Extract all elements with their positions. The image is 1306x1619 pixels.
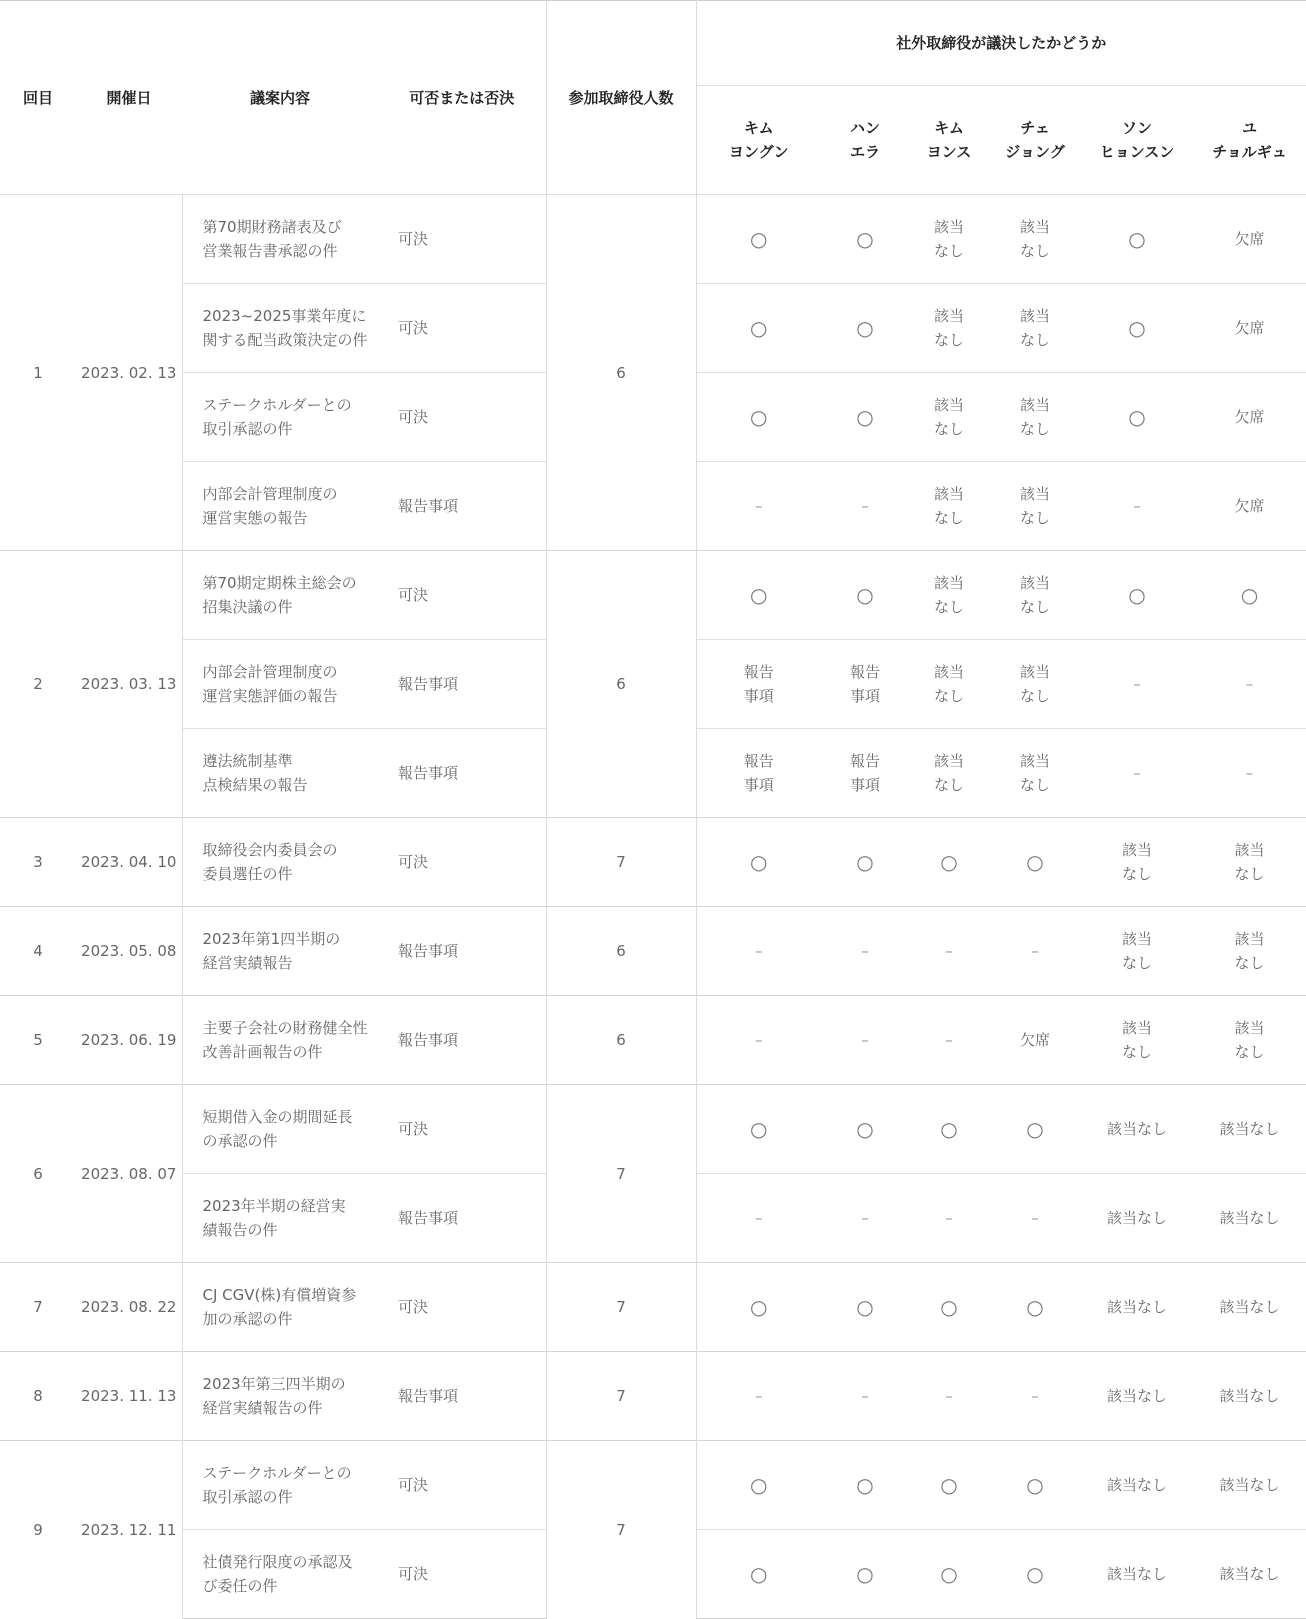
vote-cell: –: [696, 996, 821, 1085]
vote-cell: ○: [696, 1441, 821, 1530]
vote-cell: ○: [696, 551, 821, 640]
result-cell: 可決: [378, 195, 546, 284]
result-cell: 報告事項: [378, 907, 546, 996]
agenda-cell: 2023~2025事業年度に 関する配当政策決定の件: [182, 284, 378, 373]
vote-cell: 報告 事項: [821, 729, 909, 818]
table-row: [0, 195, 1306, 284]
vote-cell: –: [909, 907, 989, 996]
table-row: [0, 1085, 1306, 1174]
result-cell: 報告事項: [378, 729, 546, 818]
vote-cell: 該当なし: [1193, 1085, 1306, 1174]
round-cell: 8: [0, 1352, 76, 1441]
vote-cell: 該当なし: [1193, 1174, 1306, 1263]
vote-cell: 欠席: [1193, 284, 1306, 373]
agenda-cell: 内部会計管理制度の 運営実態の報告: [182, 462, 378, 551]
result-cell: 可決: [378, 818, 546, 907]
vote-cell: 該当 なし: [1193, 818, 1306, 907]
vote-cell: 該当なし: [1081, 1085, 1193, 1174]
header-date: 開催日: [76, 1, 182, 195]
header-result: 可否または否決: [378, 1, 546, 195]
vote-cell: ○: [821, 1085, 909, 1174]
vote-cell: –: [696, 1352, 821, 1441]
vote-cell: –: [909, 1174, 989, 1263]
round-cell: 3: [0, 818, 76, 907]
vote-cell: ○: [696, 1530, 821, 1619]
vote-cell: –: [989, 1352, 1081, 1441]
agenda-cell: 2023年第三四半期の 経営実績報告の件: [182, 1352, 378, 1441]
vote-cell: ○: [821, 284, 909, 373]
vote-cell: 該当なし: [1081, 1174, 1193, 1263]
vote-cell: –: [909, 1352, 989, 1441]
vote-cell: ○: [821, 1263, 909, 1352]
date-cell: 2023. 08. 22: [76, 1263, 182, 1352]
agenda-cell: CJ CGV(株)有償増資参 加の承認の件: [182, 1263, 378, 1352]
table-row: [0, 818, 1306, 907]
date-cell: 2023. 03. 13: [76, 551, 182, 818]
result-cell: 報告事項: [378, 640, 546, 729]
agenda-cell: 2023年第1四半期の 経営実績報告: [182, 907, 378, 996]
attendees-cell: 6: [546, 551, 696, 818]
vote-cell: ○: [909, 818, 989, 907]
vote-cell: 報告 事項: [696, 729, 821, 818]
vote-cell: 該当 なし: [909, 729, 989, 818]
table-row: [0, 907, 1306, 996]
vote-cell: 該当 なし: [909, 640, 989, 729]
attendees-cell: 7: [546, 1441, 696, 1619]
vote-cell: ○: [821, 551, 909, 640]
header-director-2: ハン エラ: [821, 86, 909, 195]
vote-cell: 欠席: [1193, 462, 1306, 551]
result-cell: 可決: [378, 1085, 546, 1174]
vote-cell: ○: [821, 195, 909, 284]
vote-cell: –: [696, 462, 821, 551]
attendees-cell: 7: [546, 818, 696, 907]
vote-cell: 報告 事項: [821, 640, 909, 729]
vote-cell: ○: [821, 373, 909, 462]
vote-cell: ○: [696, 373, 821, 462]
table-row: [0, 1441, 1306, 1530]
vote-cell: ○: [696, 1085, 821, 1174]
vote-cell: ○: [696, 195, 821, 284]
table-row: [0, 551, 1306, 640]
vote-cell: 該当 なし: [909, 373, 989, 462]
result-cell: 可決: [378, 1263, 546, 1352]
round-cell: 6: [0, 1085, 76, 1263]
vote-cell: 該当なし: [1193, 1263, 1306, 1352]
vote-cell: 該当 なし: [1081, 907, 1193, 996]
vote-cell: ○: [821, 818, 909, 907]
result-cell: 報告事項: [378, 462, 546, 551]
vote-cell: 該当 なし: [989, 373, 1081, 462]
result-cell: 可決: [378, 373, 546, 462]
vote-cell: 該当 なし: [1193, 907, 1306, 996]
header-attendees: 参加取締役人数: [546, 1, 696, 195]
vote-cell: ○: [909, 1263, 989, 1352]
attendees-cell: 7: [546, 1263, 696, 1352]
vote-cell: –: [821, 462, 909, 551]
vote-cell: 該当 なし: [909, 551, 989, 640]
agenda-cell: 第70期定期株主総会の 招集決議の件: [182, 551, 378, 640]
vote-cell: ○: [909, 1530, 989, 1619]
attendees-cell: 6: [546, 195, 696, 551]
result-cell: 報告事項: [378, 996, 546, 1085]
vote-cell: –: [821, 1174, 909, 1263]
vote-cell: 該当 なし: [909, 195, 989, 284]
vote-cell: –: [1081, 729, 1193, 818]
vote-cell: –: [821, 1352, 909, 1441]
vote-cell: ○: [989, 1085, 1081, 1174]
result-cell: 可決: [378, 551, 546, 640]
header-director-3: キム ヨンス: [909, 86, 989, 195]
vote-cell: –: [989, 907, 1081, 996]
vote-cell: 報告 事項: [696, 640, 821, 729]
date-cell: 2023. 02. 13: [76, 195, 182, 551]
vote-cell: 該当 なし: [1081, 996, 1193, 1085]
vote-cell: –: [821, 996, 909, 1085]
agenda-cell: 第70期財務諸表及び 営業報告書承認の件: [182, 195, 378, 284]
vote-cell: ○: [989, 1530, 1081, 1619]
vote-cell: 該当 なし: [989, 729, 1081, 818]
header-round: 回目: [0, 1, 76, 195]
vote-cell: 該当なし: [1193, 1530, 1306, 1619]
vote-cell: ○: [696, 818, 821, 907]
result-cell: 可決: [378, 1441, 546, 1530]
vote-cell: ○: [909, 1441, 989, 1530]
agenda-cell: ステークホルダーとの 取引承認の件: [182, 373, 378, 462]
date-cell: 2023. 05. 08: [76, 907, 182, 996]
date-cell: 2023. 06. 19: [76, 996, 182, 1085]
agenda-cell: 取締役会内委員会の 委員選任の件: [182, 818, 378, 907]
header-director-5: ソン ヒョンスン: [1081, 86, 1193, 195]
result-cell: 報告事項: [378, 1174, 546, 1263]
agenda-cell: 主要子会社の財務健全性 改善計画報告の件: [182, 996, 378, 1085]
round-cell: 1: [0, 195, 76, 551]
vote-cell: 該当 なし: [989, 284, 1081, 373]
vote-cell: 欠席: [1193, 195, 1306, 284]
agenda-cell: 内部会計管理制度の 運営実態評価の報告: [182, 640, 378, 729]
vote-cell: 該当 なし: [1193, 996, 1306, 1085]
vote-cell: –: [1081, 462, 1193, 551]
round-cell: 4: [0, 907, 76, 996]
agenda-cell: 社債発行限度の承認及 び委任の件: [182, 1530, 378, 1619]
vote-cell: –: [821, 907, 909, 996]
vote-cell: –: [909, 996, 989, 1085]
vote-cell: ○: [1081, 551, 1193, 640]
vote-cell: 欠席: [989, 996, 1081, 1085]
vote-cell: ○: [696, 284, 821, 373]
result-cell: 報告事項: [378, 1352, 546, 1441]
result-cell: 可決: [378, 284, 546, 373]
agenda-cell: 短期借入金の期間延長 の承認の件: [182, 1085, 378, 1174]
vote-cell: –: [1193, 640, 1306, 729]
table-row: [0, 1263, 1306, 1352]
attendees-cell: 7: [546, 1085, 696, 1263]
vote-cell: ○: [989, 818, 1081, 907]
round-cell: 5: [0, 996, 76, 1085]
vote-cell: ○: [821, 1530, 909, 1619]
vote-cell: –: [1081, 640, 1193, 729]
vote-cell: –: [696, 1174, 821, 1263]
table-row: [0, 996, 1306, 1085]
date-cell: 2023. 11. 13: [76, 1352, 182, 1441]
agenda-cell: 2023年半期の経営実 績報告の件: [182, 1174, 378, 1263]
round-cell: 9: [0, 1441, 76, 1619]
vote-cell: 該当 なし: [989, 551, 1081, 640]
vote-cell: 該当 なし: [989, 195, 1081, 284]
agenda-cell: 遵法統制基準 点検結果の報告: [182, 729, 378, 818]
vote-cell: 該当 なし: [989, 640, 1081, 729]
round-cell: 2: [0, 551, 76, 818]
vote-cell: 該当 なし: [909, 462, 989, 551]
vote-cell: ○: [909, 1085, 989, 1174]
vote-cell: –: [989, 1174, 1081, 1263]
vote-cell: 該当 なし: [909, 284, 989, 373]
date-cell: 2023. 08. 07: [76, 1085, 182, 1263]
vote-cell: 該当なし: [1081, 1263, 1193, 1352]
round-cell: 7: [0, 1263, 76, 1352]
agenda-cell: ステークホルダーとの 取引承認の件: [182, 1441, 378, 1530]
vote-cell: ○: [821, 1441, 909, 1530]
vote-cell: 該当なし: [1081, 1441, 1193, 1530]
vote-cell: ○: [1081, 373, 1193, 462]
vote-cell: ○: [1193, 551, 1306, 640]
header-director-1: キム ヨングン: [696, 86, 821, 195]
header-director-4: チェ ジョング: [989, 86, 1081, 195]
vote-cell: 該当 なし: [989, 462, 1081, 551]
table-row: [0, 1352, 1306, 1441]
header-outside-directors: 社外取締役が議決したかどうか: [896, 34, 1107, 52]
vote-cell: 該当 なし: [1081, 818, 1193, 907]
header-agenda: 議案内容: [182, 1, 378, 195]
vote-cell: ○: [696, 1263, 821, 1352]
vote-cell: ○: [1081, 284, 1193, 373]
vote-cell: 欠席: [1193, 373, 1306, 462]
vote-cell: –: [696, 907, 821, 996]
vote-cell: –: [1193, 729, 1306, 818]
vote-cell: ○: [989, 1263, 1081, 1352]
attendees-cell: 6: [546, 996, 696, 1085]
date-cell: 2023. 04. 10: [76, 818, 182, 907]
result-cell: 可決: [378, 1530, 546, 1619]
vote-cell: 該当なし: [1081, 1530, 1193, 1619]
vote-cell: 該当なし: [1193, 1352, 1306, 1441]
attendees-cell: 7: [546, 1352, 696, 1441]
vote-cell: 該当なし: [1081, 1352, 1193, 1441]
vote-cell: ○: [1081, 195, 1193, 284]
date-cell: 2023. 12. 11: [76, 1441, 182, 1619]
vote-cell: ○: [989, 1441, 1081, 1530]
attendees-cell: 6: [546, 907, 696, 996]
vote-cell: 該当なし: [1193, 1441, 1306, 1530]
header-director-6: ユ チョルギュ: [1193, 86, 1306, 195]
